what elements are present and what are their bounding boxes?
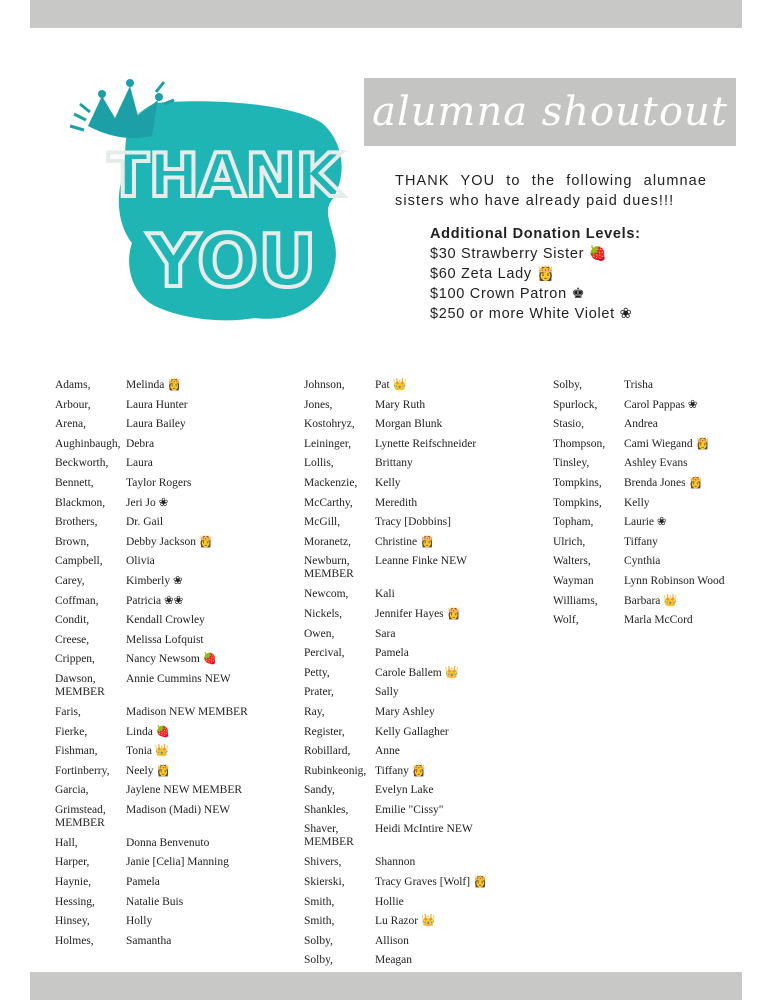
last-name: Lollis, bbox=[304, 457, 334, 470]
last-name: Blackmon, bbox=[55, 496, 106, 509]
last-name: Kostohryz, bbox=[304, 418, 355, 431]
last-name: Carey, bbox=[55, 574, 85, 587]
first-name: Kelly bbox=[624, 496, 650, 509]
last-name: Mackenzie, bbox=[304, 476, 358, 489]
list-item bbox=[55, 802, 248, 835]
first-name: Tiffany 👸 bbox=[375, 764, 427, 777]
first-name: Lynette Reifschneider bbox=[375, 437, 477, 450]
list-item bbox=[304, 514, 487, 534]
first-name: Taylor Rogers bbox=[126, 476, 192, 489]
first-name: Janie [Celia] Manning bbox=[126, 856, 229, 869]
first-name: Emilie "Cissy" bbox=[375, 803, 444, 816]
first-name: Lu Razor 👑 bbox=[375, 915, 436, 928]
list-item bbox=[553, 612, 724, 632]
banner-title: alumna shoutout bbox=[372, 89, 728, 135]
list-item bbox=[304, 821, 487, 854]
list-item bbox=[55, 651, 248, 671]
last-name: Solby, bbox=[304, 954, 333, 967]
list-item bbox=[55, 835, 248, 855]
last-name: Leininger, bbox=[304, 437, 352, 450]
first-name: Andrea bbox=[624, 418, 658, 431]
first-name: Tracy Graves [Wolf] 👸 bbox=[375, 876, 488, 889]
last-name: Rubinkeonig, bbox=[304, 764, 367, 777]
last-name: Jones, bbox=[304, 398, 333, 411]
list-item bbox=[553, 573, 724, 593]
last-name: Garcia, bbox=[55, 784, 89, 797]
list-item bbox=[304, 802, 487, 822]
list-item bbox=[55, 782, 248, 802]
last-name: Faris, bbox=[55, 705, 81, 718]
last-name: Petty, bbox=[304, 666, 330, 679]
first-name: Laura bbox=[126, 457, 153, 470]
list-item bbox=[304, 436, 487, 456]
first-name: Kelly Gallagher bbox=[375, 725, 449, 738]
list-item bbox=[304, 455, 487, 475]
last-name: Tompkins, bbox=[553, 476, 602, 489]
list-item bbox=[304, 782, 487, 802]
list-item bbox=[304, 495, 487, 515]
first-name: Debra bbox=[126, 437, 155, 450]
last-name: Dawson, MEMBER bbox=[55, 672, 105, 698]
list-item bbox=[304, 416, 487, 436]
last-name: Adams, bbox=[55, 379, 91, 391]
first-name: Cami Wiegand 👸 bbox=[624, 437, 710, 450]
level-item: $30 Strawberry Sister 🍓 bbox=[430, 246, 608, 262]
last-name: Register, bbox=[304, 725, 345, 738]
last-name: Coffman, bbox=[55, 594, 99, 607]
last-name: Campbell, bbox=[55, 555, 103, 568]
first-name: Kali bbox=[375, 588, 395, 601]
list-item bbox=[55, 933, 248, 953]
last-name: McGill, bbox=[304, 516, 341, 529]
last-name: Williams, bbox=[553, 594, 598, 607]
first-name: Mary Ruth bbox=[375, 398, 426, 411]
first-name: Christine 👸 bbox=[375, 535, 435, 548]
list-item bbox=[304, 704, 487, 724]
list-item bbox=[55, 514, 248, 534]
list-item bbox=[304, 475, 487, 495]
list-item bbox=[55, 894, 248, 914]
list-item bbox=[304, 553, 487, 586]
list-item bbox=[55, 913, 248, 933]
list-item bbox=[553, 553, 724, 573]
last-name: Harper, bbox=[55, 856, 90, 869]
last-name: Brothers, bbox=[55, 516, 98, 529]
last-name: Sandy, bbox=[304, 784, 335, 797]
list-item bbox=[553, 475, 724, 495]
list-item bbox=[55, 704, 248, 724]
list-item bbox=[55, 416, 248, 436]
first-name: Leanne Finke NEW bbox=[375, 555, 467, 568]
list-item bbox=[55, 593, 248, 613]
last-name: Bennett, bbox=[55, 476, 94, 489]
last-name: Skierski, bbox=[304, 876, 345, 889]
first-name: Carol Pappas ❀ bbox=[624, 398, 698, 411]
first-name: Debby Jackson 👸 bbox=[126, 535, 214, 548]
first-name: Pamela bbox=[126, 876, 160, 889]
first-name: Barbara 👑 bbox=[624, 594, 678, 607]
list-item bbox=[304, 377, 487, 397]
list-item bbox=[55, 573, 248, 593]
last-name: Grimstead, MEMBER bbox=[55, 803, 106, 829]
list-item bbox=[55, 612, 248, 632]
list-item bbox=[304, 397, 487, 417]
first-name: Jaylene NEW MEMBER bbox=[126, 784, 243, 797]
first-name: Brittany bbox=[375, 457, 413, 470]
bottom-bar bbox=[30, 972, 742, 1000]
last-name: Arbour, bbox=[55, 398, 91, 411]
last-name: Hessing, bbox=[55, 895, 95, 908]
first-name: Kendall Crowley bbox=[126, 614, 205, 627]
intro-text: THANK YOU to the following alumnae sisters who have already paid dues!!! bbox=[395, 173, 707, 209]
first-name: Laurie ❀ bbox=[624, 516, 667, 529]
last-name: Percival, bbox=[304, 647, 345, 660]
list-item bbox=[55, 495, 248, 515]
list-item bbox=[304, 606, 487, 626]
level-item: $60 Zeta Lady 👸 bbox=[430, 266, 556, 282]
first-name: Trisha bbox=[624, 379, 653, 391]
first-name: Tonia 👑 bbox=[126, 745, 170, 758]
list-item bbox=[304, 645, 487, 665]
first-name: Anne bbox=[375, 745, 400, 758]
last-name: Brown, bbox=[55, 535, 90, 548]
list-item bbox=[304, 854, 487, 874]
first-name: Sara bbox=[375, 627, 396, 640]
donation-levels bbox=[430, 224, 641, 324]
last-name: Tinsley, bbox=[553, 457, 590, 470]
first-name: Shannon bbox=[375, 856, 416, 869]
last-name: Wolf, bbox=[553, 614, 579, 627]
first-name: Patricia ❀❀ bbox=[126, 594, 184, 607]
last-name: Shaver, MEMBER bbox=[304, 823, 354, 849]
list-item bbox=[304, 626, 487, 646]
first-name: Laura Bailey bbox=[126, 418, 186, 431]
first-name: Holly bbox=[126, 915, 153, 928]
first-name: Kimberly ❀ bbox=[126, 574, 183, 587]
first-name: Brenda Jones 👸 bbox=[624, 476, 703, 489]
first-name: Pamela bbox=[375, 647, 409, 660]
level-item: $100 Crown Patron ♚ bbox=[430, 286, 586, 302]
first-name: Annie Cummins NEW bbox=[126, 672, 231, 685]
last-name: Johnson, bbox=[304, 379, 345, 391]
last-name: Fierke, bbox=[55, 725, 88, 738]
thank-you-logo bbox=[60, 68, 360, 333]
last-name: Ulrich, bbox=[553, 535, 586, 548]
last-name: Smith, bbox=[304, 915, 335, 928]
first-name: Meredith bbox=[375, 496, 418, 509]
first-name: Heidi McIntire NEW bbox=[375, 823, 473, 836]
last-name: Solby, bbox=[304, 934, 333, 947]
first-name: Lynn Robinson Wood bbox=[624, 574, 725, 587]
first-name: Linda 🍓 bbox=[126, 725, 171, 738]
last-name: Topham, bbox=[553, 516, 594, 529]
last-name: Newburn, MEMBER bbox=[304, 555, 354, 581]
last-name: Moranetz, bbox=[304, 535, 351, 548]
you-word: YOU bbox=[147, 219, 317, 303]
first-name: Morgan Blunk bbox=[375, 418, 443, 431]
first-name: Cynthia bbox=[624, 555, 661, 568]
list-item bbox=[55, 397, 248, 417]
first-name: Dr. Gail bbox=[126, 516, 164, 529]
list-item bbox=[55, 743, 248, 763]
last-name: Solby, bbox=[553, 379, 582, 391]
name-column-3 bbox=[553, 377, 724, 632]
last-name: Holmes, bbox=[55, 934, 94, 947]
list-item bbox=[55, 854, 248, 874]
first-name: Meagan bbox=[375, 954, 413, 967]
last-name: Smith, bbox=[304, 895, 335, 908]
list-item bbox=[304, 684, 487, 704]
list-item bbox=[55, 724, 248, 744]
first-name: Ashley Evans bbox=[624, 457, 688, 470]
list-item bbox=[304, 665, 487, 685]
first-name: Carole Ballem 👑 bbox=[375, 666, 459, 679]
list-item bbox=[55, 874, 248, 894]
list-item bbox=[55, 763, 248, 783]
list-item bbox=[304, 534, 487, 554]
last-name: Walters, bbox=[553, 555, 591, 568]
last-name: Hall, bbox=[55, 836, 78, 849]
last-name: Stasio, bbox=[553, 418, 584, 431]
last-name: Thompson, bbox=[553, 437, 606, 450]
list-item bbox=[55, 436, 248, 456]
list-item bbox=[55, 632, 248, 652]
list-item bbox=[55, 377, 248, 397]
first-name: Marla McCord bbox=[624, 614, 693, 627]
level-item: $250 or more White Violet ❀ bbox=[430, 306, 633, 322]
first-name: Jennifer Hayes 👸 bbox=[375, 607, 461, 620]
first-name: Tiffany bbox=[624, 535, 658, 548]
last-name: Shankles, bbox=[304, 803, 349, 816]
last-name: Newcom, bbox=[304, 588, 349, 601]
first-name: Olivia bbox=[126, 555, 155, 568]
first-name: Evelyn Lake bbox=[375, 784, 434, 797]
last-name: McCarthy, bbox=[304, 496, 353, 509]
last-name: Wayman bbox=[553, 574, 594, 587]
first-name: Melissa Lofquist bbox=[126, 633, 204, 646]
first-name: Mary Ashley bbox=[375, 705, 435, 718]
first-name: Kelly bbox=[375, 476, 401, 489]
list-item bbox=[553, 455, 724, 475]
list-item bbox=[55, 553, 248, 573]
list-item bbox=[553, 514, 724, 534]
list-item bbox=[304, 874, 487, 894]
first-name: Sally bbox=[375, 686, 399, 699]
list-item bbox=[55, 455, 248, 475]
list-item bbox=[304, 933, 487, 953]
last-name: Hinsey, bbox=[55, 915, 90, 928]
first-name: Madison NEW MEMBER bbox=[126, 705, 248, 718]
list-item bbox=[553, 534, 724, 554]
last-name: Robillard, bbox=[304, 745, 351, 758]
first-name: Pat 👑 bbox=[375, 379, 407, 391]
first-name: Neely 👸 bbox=[126, 764, 171, 777]
first-name: Madison (Madi) NEW bbox=[126, 803, 231, 816]
list-item bbox=[304, 724, 487, 744]
last-name: Condit, bbox=[55, 614, 90, 627]
levels-heading: Additional Donation Levels: bbox=[430, 226, 641, 242]
first-name: Natalie Buis bbox=[126, 895, 184, 908]
last-name: Creese, bbox=[55, 633, 90, 646]
last-name: Aughinbaugh, bbox=[55, 437, 121, 450]
first-name: Allison bbox=[375, 934, 409, 947]
list-item bbox=[553, 436, 724, 456]
last-name: Fortinberry, bbox=[55, 764, 110, 777]
list-item bbox=[304, 913, 487, 933]
list-item bbox=[553, 397, 724, 417]
last-name: Prater, bbox=[304, 686, 334, 699]
first-name: Jeri Jo ❀ bbox=[126, 496, 169, 509]
first-name: Donna Benvenuto bbox=[126, 836, 210, 849]
name-column-1 bbox=[55, 377, 248, 952]
first-name: Tracy [Dobbins] bbox=[375, 516, 451, 529]
list-item bbox=[304, 763, 487, 783]
last-name: Owen, bbox=[304, 627, 335, 640]
banner bbox=[364, 78, 736, 146]
last-name: Fishman, bbox=[55, 745, 98, 758]
list-item bbox=[304, 743, 487, 763]
first-name: Laura Hunter bbox=[126, 398, 188, 411]
first-name: Samantha bbox=[126, 934, 172, 947]
list-item bbox=[553, 416, 724, 436]
thank-word: THANK bbox=[107, 141, 343, 211]
first-name: Nancy Newsom 🍓 bbox=[126, 653, 217, 666]
list-item bbox=[304, 952, 487, 972]
list-item bbox=[553, 495, 724, 515]
last-name: Spurlock, bbox=[553, 398, 598, 411]
list-item bbox=[55, 534, 248, 554]
list-item bbox=[304, 586, 487, 606]
last-name: Shivers, bbox=[304, 856, 342, 869]
last-name: Nickels, bbox=[304, 607, 343, 620]
name-column-2 bbox=[304, 377, 487, 972]
list-item bbox=[553, 377, 724, 397]
first-name: Melinda 👸 bbox=[126, 379, 182, 391]
list-item bbox=[55, 671, 248, 704]
top-bar bbox=[30, 0, 742, 28]
list-item bbox=[553, 593, 724, 613]
first-name: Hollie bbox=[375, 895, 404, 908]
last-name: Tompkins, bbox=[553, 496, 602, 509]
last-name: Haynie, bbox=[55, 876, 92, 889]
last-name: Crippen, bbox=[55, 653, 95, 666]
last-name: Ray, bbox=[304, 705, 325, 718]
last-name: Arena, bbox=[55, 418, 86, 431]
list-item bbox=[304, 894, 487, 914]
list-item bbox=[55, 475, 248, 495]
last-name: Beckworth, bbox=[55, 457, 109, 470]
